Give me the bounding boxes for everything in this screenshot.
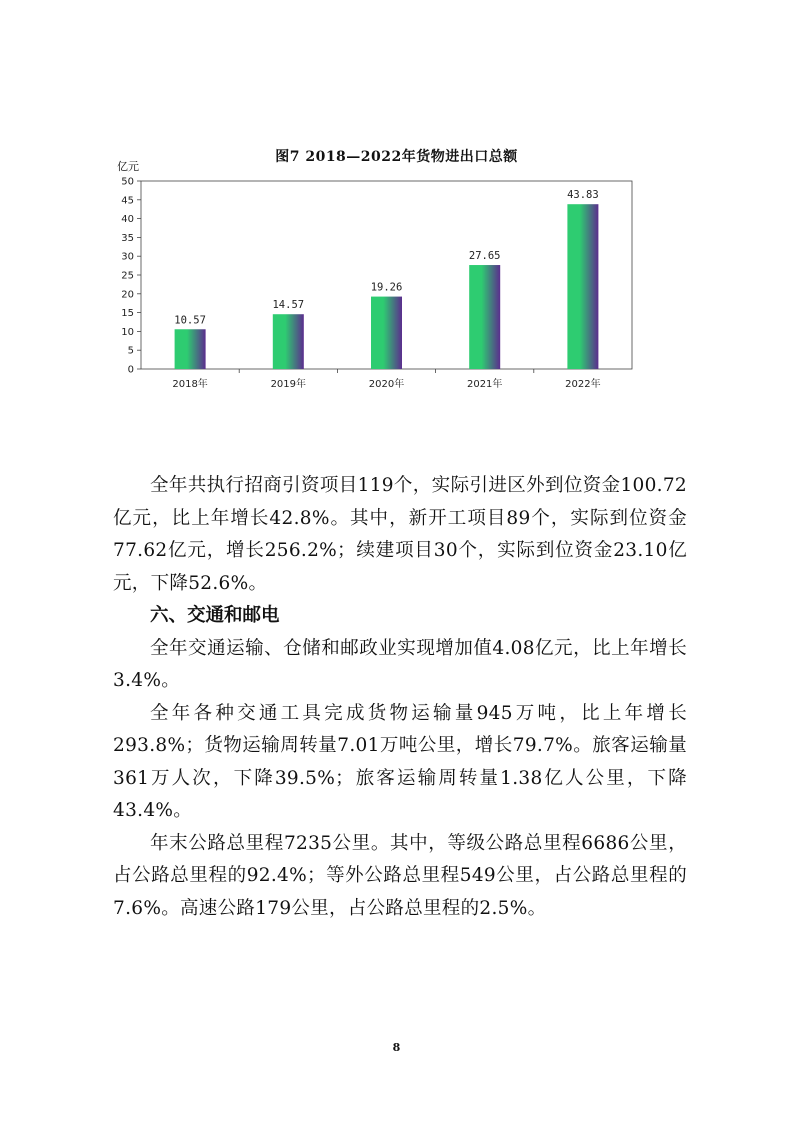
y-tick-label: 50: [121, 176, 134, 188]
paragraph: 年末公路总里程7235公里。其中，等级公路总里程6686公里，占公路总里程的92.4%；等外公路总里程549公里，占公路总里程的7.6%。高速公路179公里，占公路总里程的2.5%。: [113, 832, 687, 919]
paragraph: 全年交通运输、仓储和邮政业实现增加值4.08亿元，比上年增长3.4%。: [113, 637, 687, 691]
data-label: 10.57: [174, 314, 206, 327]
bar: [567, 204, 598, 369]
chart-figure: [0, 0, 793, 420]
y-tick-label: 30: [121, 251, 134, 263]
y-tick-label: 35: [121, 232, 134, 244]
y-tick-label: 25: [121, 270, 134, 282]
x-tick-label: 2022年: [565, 379, 601, 390]
y-tick-label: 45: [121, 195, 134, 207]
y-tick-label: 10: [121, 326, 134, 338]
data-label: 27.65: [468, 250, 501, 263]
x-tick-label: 2018年: [172, 379, 208, 390]
x-tick-label: 2020年: [368, 379, 405, 390]
body-text: [113, 470, 687, 925]
paragraph: 全年共执行招商引资项目119个，实际引进区外到位资金100.72亿元，比上年增长42.8%。其中，新开工项目89个，实际到位资金77.62亿元，增长256.2%；续建项目30个，实际到位资金23.10亿元，下降52.6%。: [113, 475, 687, 594]
data-label: 43.83: [567, 189, 599, 202]
bar: [175, 329, 206, 369]
y-tick-label: 40: [121, 214, 134, 226]
bar: [469, 265, 500, 369]
data-label: 19.26: [370, 281, 403, 294]
y-tick-label: 0: [127, 364, 134, 376]
y-tick-label: 5: [127, 345, 134, 357]
x-tick-label: 2019年: [270, 379, 307, 390]
section-heading: 六、交通和邮电: [150, 605, 280, 626]
y-axis-unit-label: 亿元: [117, 160, 139, 173]
x-tick-label: 2021年: [466, 379, 503, 390]
page-number: 8: [392, 1041, 401, 1054]
bar: [273, 314, 304, 369]
bar: [371, 297, 402, 369]
bar-chart: [0, 0, 793, 420]
data-label: 14.57: [272, 299, 305, 312]
y-tick-label: 20: [121, 289, 134, 301]
chart-title: 图7 2018—2022年货物进出口总额: [275, 149, 518, 165]
y-tick-label: 15: [121, 308, 134, 320]
paragraph: 全年各种交通工具完成货物运输量945万吨，比上年增长293.8%；货物运输周转量7.01万吨公里，增长79.7%。旅客运输量361万人次，下降39.5%；旅客运输周转量1.38亿人公里，下降43.4%。: [113, 702, 687, 821]
